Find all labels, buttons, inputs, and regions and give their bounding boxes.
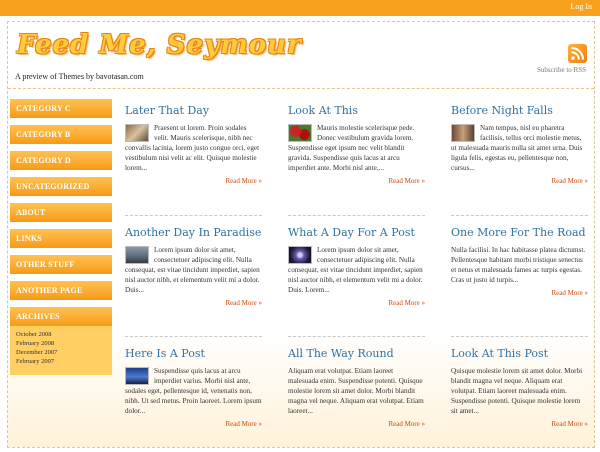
post-title-link[interactable]: One More For The Road [451,226,586,239]
archive-link[interactable]: October 2008 [16,331,52,338]
post-title-link[interactable]: What A Day For A Post [288,226,415,239]
post-card [125,347,262,428]
post-card [288,226,425,307]
subscribe-rss-link[interactable]: Subscribe to RSS [537,66,587,74]
login-link[interactable]: Log In [570,2,592,11]
post-excerpt-text: Lorem ipsum dolor sit amet, consectetuer adipiscing elit. Nulla consequat, est vitae tincidunt imperdiet, sapien nisl auctor nibh, et elementum velit mi a dolor. Duis. Lorem... [288,246,423,294]
read-more-link[interactable]: Read More » [225,420,262,428]
sidebar-item-category-c[interactable]: CATEGORY C [10,99,112,118]
post-divider [288,336,425,337]
post-title-link[interactable]: Another Day In Paradise [125,226,262,239]
post-thumbnail[interactable] [125,124,149,142]
top-bar [0,0,600,16]
post-title-link[interactable]: All The Way Round [288,347,394,360]
post-card [288,104,425,185]
post-excerpt-text: Suspendisse quis lacus at arcu imperdiet varius. Morbi nisl ante, sodales eget, pellentesque id, venenatis non, nibh. Ut sed metus. Proin laoreet. Lorem ipsum dolor... [125,367,262,415]
sidebar-item-other-stuff[interactable]: OTHER STUFF [10,255,112,274]
post-thumbnail[interactable] [451,124,475,142]
post-title-link[interactable]: Look At This Post [451,347,549,360]
archives-widget [10,307,112,375]
read-more-link[interactable]: Read More » [388,299,425,307]
header-divider [8,88,594,89]
post-excerpt-text: Lorem ipsum dolor sit amet, consectetuer adipiscing elit. Nulla consequat, est vitae tincidunt imperdiet, sapien nisl auctor nibh, et elementum velit mi a dolor. Duis... [125,246,260,294]
post-card [451,347,588,428]
post-title-link[interactable]: Later That Day [125,104,210,117]
sidebar-item-another-page[interactable]: ANOTHER PAGE [10,281,112,300]
sidebar-item-category-b[interactable]: CATEGORY B [10,125,112,144]
post-divider [451,215,588,216]
read-more-link[interactable]: Read More » [225,177,262,185]
post-title-link[interactable]: Before Night Falls [451,104,553,117]
post-card [451,226,588,297]
post-excerpt-text: Praesent ut lorem. Proin sodales velit. Mauris scelerisque, nibh nec convallis lacinia, lorem justo congue orci, eget vestibulum nisi velit ac elit. Quisque molestie lorem... [125,124,260,172]
post-thumbnail[interactable] [288,124,312,142]
post-thumbnail[interactable] [125,246,149,264]
post-excerpt: Nulla facilisi. In hac habitasse platea dictumst. Pellentesque habitant morbi tristique senectus et netus et malesuada fames ac turpis egestas. Cras ut justo id turpis... [451,246,586,284]
read-more-link[interactable]: Read More » [388,420,425,428]
post-card [451,104,588,185]
read-more-link[interactable]: Read More » [225,299,262,307]
sidebar-item-about[interactable]: ABOUT [10,203,112,222]
archive-link[interactable]: February 2008 [16,340,55,347]
post-excerpt [451,123,588,173]
post-excerpt: Quisque molestie lorem sit amet dolor. Morbi blandit magna vel neque. Aliquam erat volutpat. Etiam laoreet malesuada enim. Suspendisse potenti. Quisque molestie lorem sit amet... [451,367,583,415]
post-divider [125,336,262,337]
post-divider [125,215,262,216]
post-excerpt [125,366,262,416]
post-title-link[interactable]: Look At This [288,104,358,117]
post-excerpt [288,123,425,173]
read-more-link[interactable]: Read More » [551,420,588,428]
archive-link[interactable]: February 2007 [16,358,55,365]
archive-link[interactable]: December 2007 [16,349,58,356]
sidebar-item-uncategorized[interactable]: UNCATEGORIZED [10,177,112,196]
post-card [125,104,262,185]
post-card [288,347,425,428]
post-divider [288,215,425,216]
post-excerpt [288,245,425,295]
read-more-link[interactable]: Read More » [551,289,588,297]
sidebar-nav [10,99,112,375]
rss-icon[interactable] [568,44,587,63]
post-excerpt [125,245,262,295]
post-excerpt: Aliquam erat volutpat. Etiam laoreet malesuada enim. Suspendisse potenti. Quisque molestie lorem sit amet dolor. Morbi blandit magna vel neque. Aliquam erat volutpat. Etiam laoreet... [288,367,424,415]
post-divider [451,336,588,337]
post-excerpt-text: Nam tempus, nisl eu pharetra facilisis, tellus orci molestie metus, ut malesuada mauris nulla sit amet urna. Duis ligula felis, egestas eu, pellentesque non, cursus... [451,124,583,172]
post-excerpt [125,123,262,173]
post-title-link[interactable]: Here Is A Post [125,347,205,360]
post-thumbnail[interactable] [125,367,149,385]
site-logo[interactable]: Feed Me, Seymour [17,30,302,60]
archives-heading: ARCHIVES [10,307,112,326]
site-tagline: A preview of Themes by bavotasan.com [15,72,144,81]
read-more-link[interactable]: Read More » [551,177,588,185]
sidebar-item-category-d[interactable]: CATEGORY D [10,151,112,170]
post-card [125,226,262,307]
sidebar-item-links[interactable]: LINKS [10,229,112,248]
post-thumbnail[interactable] [288,246,312,264]
post-excerpt-text: Mauris molestie scelerisque pede. Donec vestibulum gravida lorem. Suspendisse eget ipsum nec velit blandit gravida. Suspendisse quis lacus at arcu imperdiet ante. Morbi nisl ante,... [288,124,415,172]
read-more-link[interactable]: Read More » [388,177,425,185]
